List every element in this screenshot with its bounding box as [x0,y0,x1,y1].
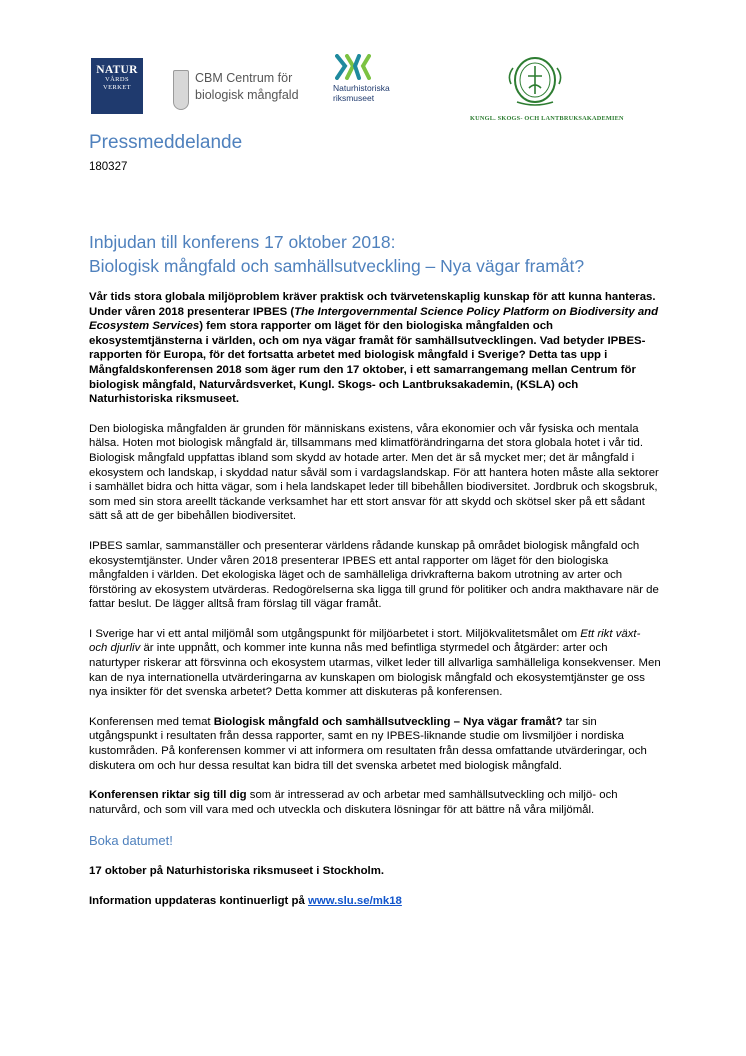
body-text [89,290,661,924]
info-text: Information uppdateras kontinuerligt på [89,895,308,907]
ksla-logo [470,54,624,122]
paragraph-1: Den biologiska mångfalden är grunden för människans existens, våra ekonomier och vår fysiska och mentala hälsa. Hoten mot biologisk mångfald är, tillsammans med klimatförändringarna det stora globala hotet i vår tid. Biologisk mångfald uppfattas ibland som skydd av hotade arter. Men det är så mycket mer; det är mångfald i ekosystem och landskap, i skyddad natur såväl som i vardagslandskap. För att hantera hoten måste alla sektorer i samhället bidra och hitta vägar, som i hela landskapet leder till bibehållen biodiversitet. Jordbruk och skogsbruk, som med sin stora areellt täckande verksamhet har ett stort ansvar för att skydd och skötsel sker på ett sådant sätt så att de ger bibehållen biodiversitet. [89,422,659,523]
title-line-1: Inbjudan till konferens 17 oktober 2018: [89,232,396,252]
cbm-logo [173,70,299,110]
nrm-leaf-icon [335,54,371,80]
p3-italic: Ett rikt växt- och djurliv [89,627,641,655]
cbm-logo-line1: CBM Centrum för [195,71,293,85]
save-the-date-line-1: 17 oktober på Naturhistoriska riksmuseet i Stockholm. [89,865,384,878]
p4-text-2: tar sin utgångspunkt i resultaten från dessa rapporter, samt en ny IPBES-liknande studie om livsmiljöer i nordiska kustområden. På konferensen kommer vi att informera om resultaten från dessa omfattande utvärderingar, och diskutera om och hur dessa resultat kan bidra till det svenska arbetet med biologisk mångfald. [89,715,647,772]
cbm-logo-line2: biologisk mångfald [195,88,299,102]
title-line-2: Biologisk mångfald och samhällsutveckling – Nya vägar framåt? [89,256,585,276]
save-the-date-section [89,832,661,908]
doc-date: 180327 [89,161,128,173]
nrm-logo-line1: Naturhistoriska [333,83,390,93]
paragraph-5 [89,788,661,817]
slu-shield-icon [173,70,189,110]
intro-text-2: ) fem stora rapporter om läget för den biologiska mångfalden och ekosystemtjänsterna i världen, och om nya vägar framåt för samhällsutvecklingen. Vad betyder IPBES-rapporten för Europa, för det fortsatta arbetet med biologisk mångfald i Sverige? Detta tas upp i Mångfaldskonferensen 2018 som äger rum den 17 oktober, i ett samarrangemang mellan Centrum för biologisk mångfald, Naturvårdsverket, Kungl. Skogs- och Lantbruksakademin, (KSLA) och Naturhistoriska riksmuseet. [89,320,646,406]
paragraph-4 [89,715,661,773]
naturvardsverket-logo [91,58,143,114]
document-title [89,230,669,278]
p5-bold: Konferensen riktar sig till dig [89,789,247,802]
ksla-logo-text: KUNGL. SKOGS- OCH LANTBRUKSAKADEMIEN [470,115,624,122]
p4-text-1: Konferensen med temat [89,715,214,728]
ksla-emblem-icon [507,54,563,106]
p4-bold: Biologisk mångfald och samhällsutveckling – Nya vägar framåt? [213,715,563,728]
intro-paragraph [89,290,661,407]
p5-text-2: som är intresserad av och arbetar med samhällsutveckling och miljö- och naturvård, och som vill vara med och utveckla och diskutera lösningar för att bättre nå våra miljömål. [89,789,618,816]
intro-italic: The Intergovernmental Science Policy Platform on Biodiversity and Ecosystem Services [89,305,659,333]
paragraph-2: IPBES samlar, sammanställer och presenterar världens rådande kunskap på området biologisk mångfald och ekosystemtjänster. Under våren 2018 presenterar IPBES ett antal rapporter om läget för den biologiska mångfalden i världen. Det ekologiska läget och de samhälleliga drivkrafterna bakom utrotning av arter och förstöring av ekosystem utvärderas. Redogörelserna ska ligga till grund för politiker och andra makthavare när de fattar beslut. De lägger alltså fram förslag till vägar framåt. [89,539,659,611]
doc-type-heading: Pressmeddelande [89,132,243,153]
p3-text-1: I Sverige har vi ett antal miljömål som utgångspunkt för miljöarbetet i stort. Miljökvalitetsmålet om [89,627,581,640]
save-the-date-line-2 [89,894,661,909]
nrm-logo-line2: riksmuseet [333,93,375,103]
intro-text-1: Vår tids stora globala miljöproblem kräver praktisk och tvärvetenskaplig kunskap för att kunna hanteras. Under våren 2018 presenterar IPBES ( [89,291,656,318]
p3-text-2: är inte uppnått, och kommer inte kunna nås med befintliga styrmedel och åtgärder: arter och naturtyper riskerar att försvinna och ekosystem utarmas, vilket leder till allvarliga samhälleliga konsekvenser. Men kan de nya internationella utvärderingarna av kunskapen om biologisk mångfald och ekosystemtjänster ge oss nya insikter för det svenska arbetet? Detta kommer att diskuteras på konferensen. [89,642,661,699]
paragraph-3 [89,627,661,700]
naturhistoriska-riksmuseet-logo [333,54,403,103]
conference-link[interactable]: www.slu.se/mk18 [307,895,402,907]
nv-logo-line3: VERKET [102,84,132,91]
nv-logo-line2: VÅRDS [104,76,130,83]
nv-logo-line1: NATUR [96,64,138,76]
save-the-date-heading: Boka datumet! [89,833,173,849]
